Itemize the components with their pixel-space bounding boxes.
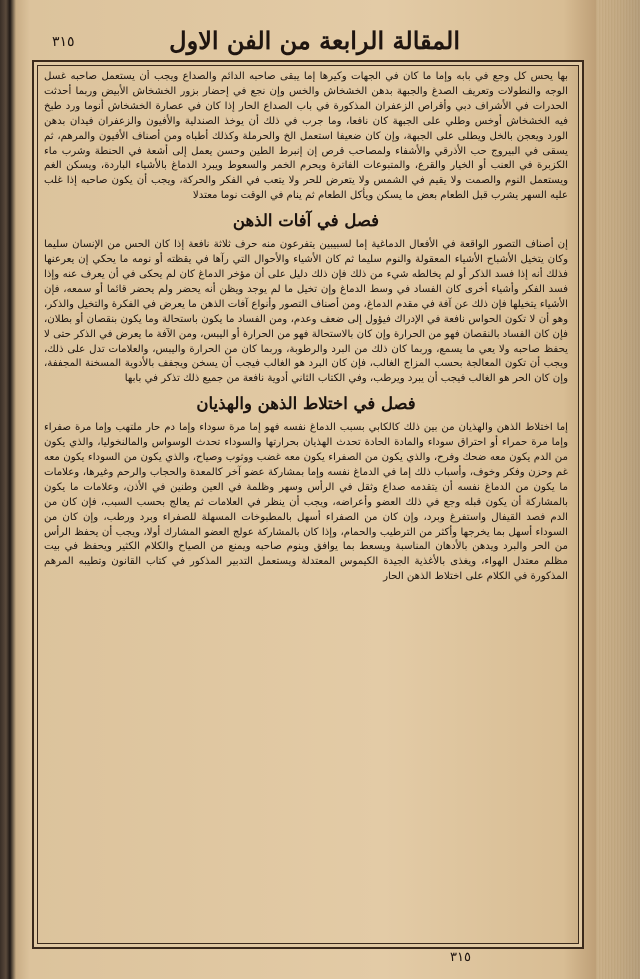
page-edges — [596, 0, 640, 979]
main-text — [44, 70, 568, 936]
header-page-number: ٣١٥ — [52, 34, 75, 50]
page-title: المقالة الرابعة من الفن الاول — [169, 26, 460, 55]
section-paragraph-delirium: إما اختلاط الذهن والهذيان من بين ذلك كالكابي بسبب الدماغ نفسه فهو إما مرة سوداء وإما دم حار ملتهب وإما مرة صفراء وإما مرة حمراء أو احتراق سوداء والمادة الحادة تحدث الهذيان بحرارتها والسوداء تحدث الوسواس والمالنخوليا، والذي يكون من الدم يكون معه ضحك وفرح، والذي يكون من الصفراء يكون معه غضب ووثوب وصياح، والذي يكون من السوداء يكون معه غم وحزن وفكر وخوف، وأسباب ذلك إما في الدماغ نفسه وإما بمشاركة عضو آخر كالمعدة والحجاب والرحم وغيرها، وعلامات ما يكون من الدماغ نفسه أن يتقدمه صداع وثقل في الرأس وسهر وظلمة في العين وطنين في الأذن، وعلامات ما يكون بالمشاركة أن يكون قبله وجع في ذلك العضو وأعراضه، ويجب أن ينظر في العلامات ثم يعالج بحسب السبب، فإن كان من الدم فصد القيفال واستفرغ وبرد، وإن كان من الصفراء أسهل بالمطبوخات المسهلة للصفراء وبرد ورطب، وإن كان من السوداء أسهل بما يخرجها وأكثر من الترطيب والحمام، وإذا كان بالمشاركة عولج العضو المشارك أولا، ويجب أن يحفظ الرأس من الحر والبرد ويدهن بالأدهان المناسبة ويسعط بما يوافق وينوم صاحبه ويمنع من الصياح والكلام الكثير ويحفظ في بيت مظلم معتدل الهواء، ويغذى بالأغذية الجيدة الكيموس المعتدلة ويستعمل التدبير المذكور في كتاب القانون وتطيبه المرهم المذكورة في الكلام على اختلاط الذهن الحار — [44, 422, 568, 583]
footer-page-number: ٣١٥ — [450, 950, 471, 965]
section-paragraph-mind-disorders: إن أصناف التصور الواقعة في الأفعال الدماغية إما لسبيبين يتفرعون منه حرف ثلاثة نافعة إذا كان الحس من الإنسان سليما وكان يتخيل الأشباح الأشياء المعقولة والنوم سليما ثم كان الأشياء والأحوال التي رآها في يقظته أو نومه ما يحكي إن يعرعنها فذلك أنه إذا فسد الذكر أو لم يخالطه شيء من ذلك فإن ذلك دليل على أن مؤخر الدماغ كان لم يحكى في أن يعرف عنه وإذا فسد الفكر وأشياء أخرى كان الفساد في وسط الدماغ وإن تخيل ما لم يوجد ويظن أنه يحضر ولم يحضر قائما أو سمعه، فإن الأشياء يتخيلها فإن ذلك عن آفة في مقدم الدماغ، ومن أصناف التصور وأنواع آفات الذهن ما يعرض في الفكرة والتخيل والذكر، وهو أن لا تكون الحواس نافعة في الإدراك فيؤول إلى ضعف وعدم، ومن الفساد ما يكون باستحالة وما يكون بنقصان أو بطلان، فإن كان الفساد بالنقصان فهو من الحرارة وإن كان بالاستحالة فهو من الحرارة أو اليبس، ومن الآفة ما يعرض في الذكر حتى لا يحفظ صاحبه ولا يعي ما يسمع، وربما كان ذلك من البرد والرطوبة، وربما كان من الحرارة واليبس، والعلامات تدل على ذلك، ويجب أن تكون المعالجة بحسب المزاج الغالب، فإن كان البرد هو الغالب فيجب أن يسخن ويجفف بالأدوية المسخنة المجففة، وإن كان الحر هو الغالب فيجب أن يبرد ويرطب، وفي الكتاب الثاني أدوية نافعة من جميع ذلك تذكر في بابها — [44, 239, 568, 385]
section-heading-mind-disorders: فصل في آفات الذهن — [232, 211, 380, 231]
intro-paragraph: بها يحس كل وجع في بابه وإما ما كان في الجهات وكيرها إما يبقى صاحبه الدائم والصداع ويجب أن يستعمل صاحبه غسل الوجه والنطولات وتعريف الصدغ والجبهة بدهن الخشخاش والخس وإن نجع في إحضار بزور الخشخاش الأبيض وربما أحدثت الحدرات في الأشراف دبي وأقراص الزعفران المذكورة في باب الصداع الحار إذا كان في عصارة الخشخاش أنوما ورد طبخ فيه الخشخاش أوخس وطلي على الجبهة كان نافعا، وما جرب في ذلك أن يوخذ الصندلية والأفيون والزعفران فيدان بدهن الورد ويعجن بالخل ويطلى على الجبهة، وإن كان ضعيفا استعمل الخ والحرملة وكذلك أطباه ومن أصناف الأفيون والمرهم، ثم يسقى في البيروج حب الأذرقي والأشفاء ولمصاحب قرص إن إنبرط الطين وحسن يعمل إلى أشعة في الحنطة وشرب ماء الكزبرة في العنب أو الخيار والقرع، والمتبوعات الفاترة ويحرم الخمر والسعوط ويبرد الدماغ بالأشياء الباردة، ويسكن الغم ويستعمل النوم والصمت ولا يقيم في الشمس ولا يتعرض للحر ولا يتعب في الفكر والحركة، ويجب أن يكون صاحبه إذا غلب عليه السهر يشرب قبل الطعام بعض ما يسكن ويأكل الطعام ثم ينام في الوقت نوما معتدلا — [44, 71, 568, 202]
page-header — [40, 26, 580, 60]
section-heading-delirium: فصل في اختلاط الذهن والهذيان — [196, 394, 416, 414]
